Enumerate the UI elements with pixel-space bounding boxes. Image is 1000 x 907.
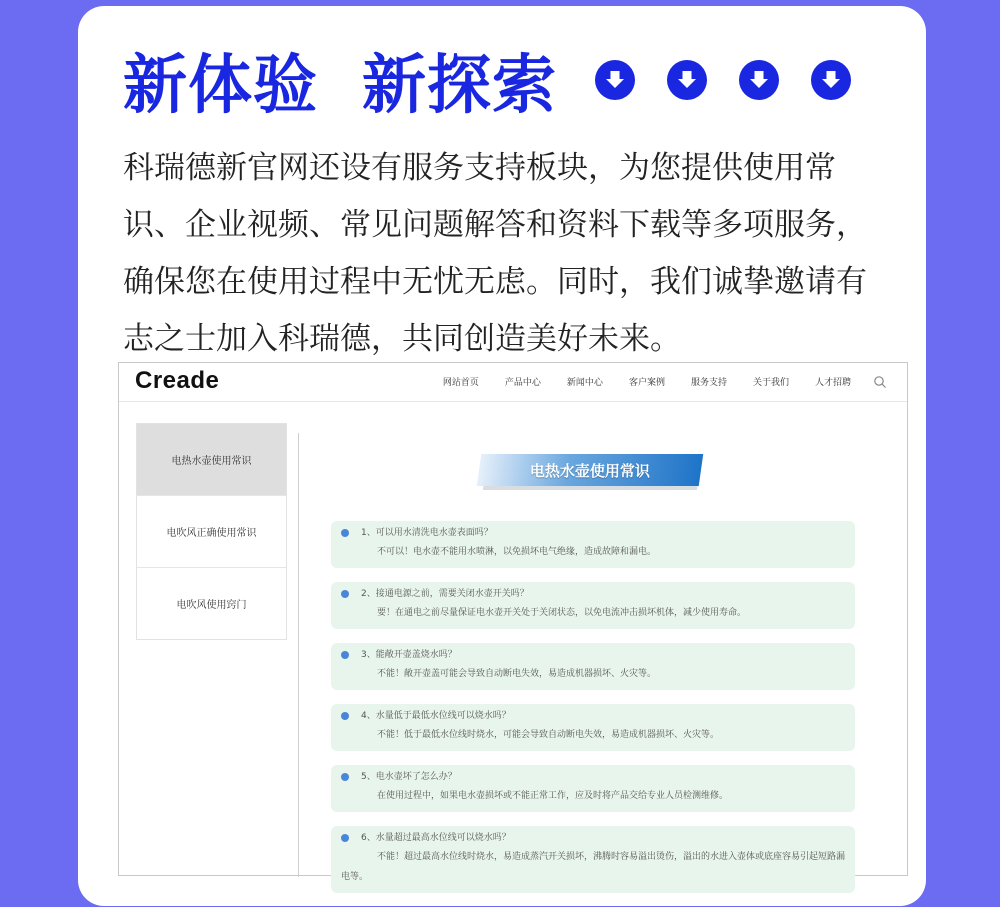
faq-question-text: 1、可以用水清洗电水壶表面吗？ [361,528,493,538]
nav-products[interactable]: 产品中心 [504,378,541,388]
faq-answer: 不能！超过最高水位线时烧水，易造成蒸汽开关损坏，沸腾时容易溢出烫伤，溢出的水进入壶体或底座容易引起短路漏电等。 [341,852,846,882]
faq-question [341,707,845,725]
headline-part1: 新体验 [123,49,318,123]
intro-paragraph: 科瑞德新官网还设有服务支持板块，为您提供使用常识、企业视频、常见问题解答和资料下载等多项服务，确保您在使用过程中无忧无虑。同时，我们诚挚邀请有志之士加入科瑞德，共同创造美好未来。 [123,150,867,357]
site-logo[interactable]: Creade [135,367,220,394]
faq-question [341,646,845,664]
faq-item [331,643,855,690]
faq-question [341,768,845,786]
site-header [119,363,907,402]
banner-title: 电热水壶使用常识 [529,461,650,480]
faq-question-text: 4、水量低于最低水位线可以烧水吗？ [361,711,511,721]
nav-home[interactable]: 网站首页 [442,378,479,388]
bullet-icon [341,590,349,598]
arrow-row [595,60,883,100]
divider [298,433,299,877]
faq-question [341,524,845,542]
faq-answer: 要！在通电之前尽量保证电水壶开关处于关闭状态，以免电流冲击损坏机体，减少使用寿命。 [377,608,747,618]
nav-careers[interactable]: 人才招聘 [814,378,851,388]
faq-answer: 不能！敞开壶盖可能会导致自动断电失效，易造成机器损坏、火灾等。 [377,669,657,679]
support-sidebar [136,423,287,640]
faq-question-text: 3、能敞开壶盖烧水吗？ [361,650,457,660]
website-screenshot [118,362,908,882]
faq-item [331,582,855,629]
headline [123,40,883,123]
faq-answer: 不能！低于最低水位线时烧水，可能会导致自动断电失效，易造成机器损坏、火灾等。 [377,730,720,740]
arrow-down-circle-icon [811,60,851,100]
sidebar-item-hairdryer-usage[interactable]: 电吹风正确使用常识 [137,496,286,568]
nav-support[interactable]: 服务支持 [690,378,727,388]
search-icon[interactable] [873,374,887,393]
faq-question [341,829,845,847]
faq-question-text: 6、水量超过最高水位线可以烧水吗？ [361,833,511,843]
faq-question-text: 5、电水壶坏了怎么办？ [361,772,457,782]
faq-item [331,826,855,893]
nav-news[interactable]: 新闻中心 [566,378,603,388]
faq-answer: 不可以！电水壶不能用水喷淋，以免损坏电气绝缘，造成故障和漏电。 [377,547,657,557]
bullet-icon [341,773,349,781]
bullet-icon [341,712,349,720]
site-nav [417,375,851,388]
sidebar-item-hairdryer-tricks[interactable]: 电吹风使用窍门 [176,600,247,611]
faq-answer: 在使用过程中，如果电水壶损坏或不能正常工作，应及时将产品交给专业人员检测维修。 [377,791,729,801]
faq-item [331,521,855,568]
sidebar-item-kettle-tips[interactable]: 电热水壶使用常识 [137,424,286,496]
faq-item [331,704,855,751]
banner-band [477,454,703,486]
arrow-down-circle-icon [739,60,779,100]
bullet-icon [341,651,349,659]
faq-list [331,521,855,907]
faq-question-text: 2、接通电源之前，需要关闭水壶开关吗？ [361,589,529,599]
faq-question [341,585,845,603]
arrow-down-circle-icon [595,60,635,100]
arrow-down-circle-icon [667,60,707,100]
headline-part2: 新探索 [362,49,557,123]
nav-about[interactable]: 关于我们 [752,378,789,388]
bullet-icon [341,834,349,842]
faq-item [331,765,855,812]
bullet-icon [341,529,349,537]
section-banner [479,454,705,490]
nav-cases[interactable]: 客户案例 [628,378,665,388]
